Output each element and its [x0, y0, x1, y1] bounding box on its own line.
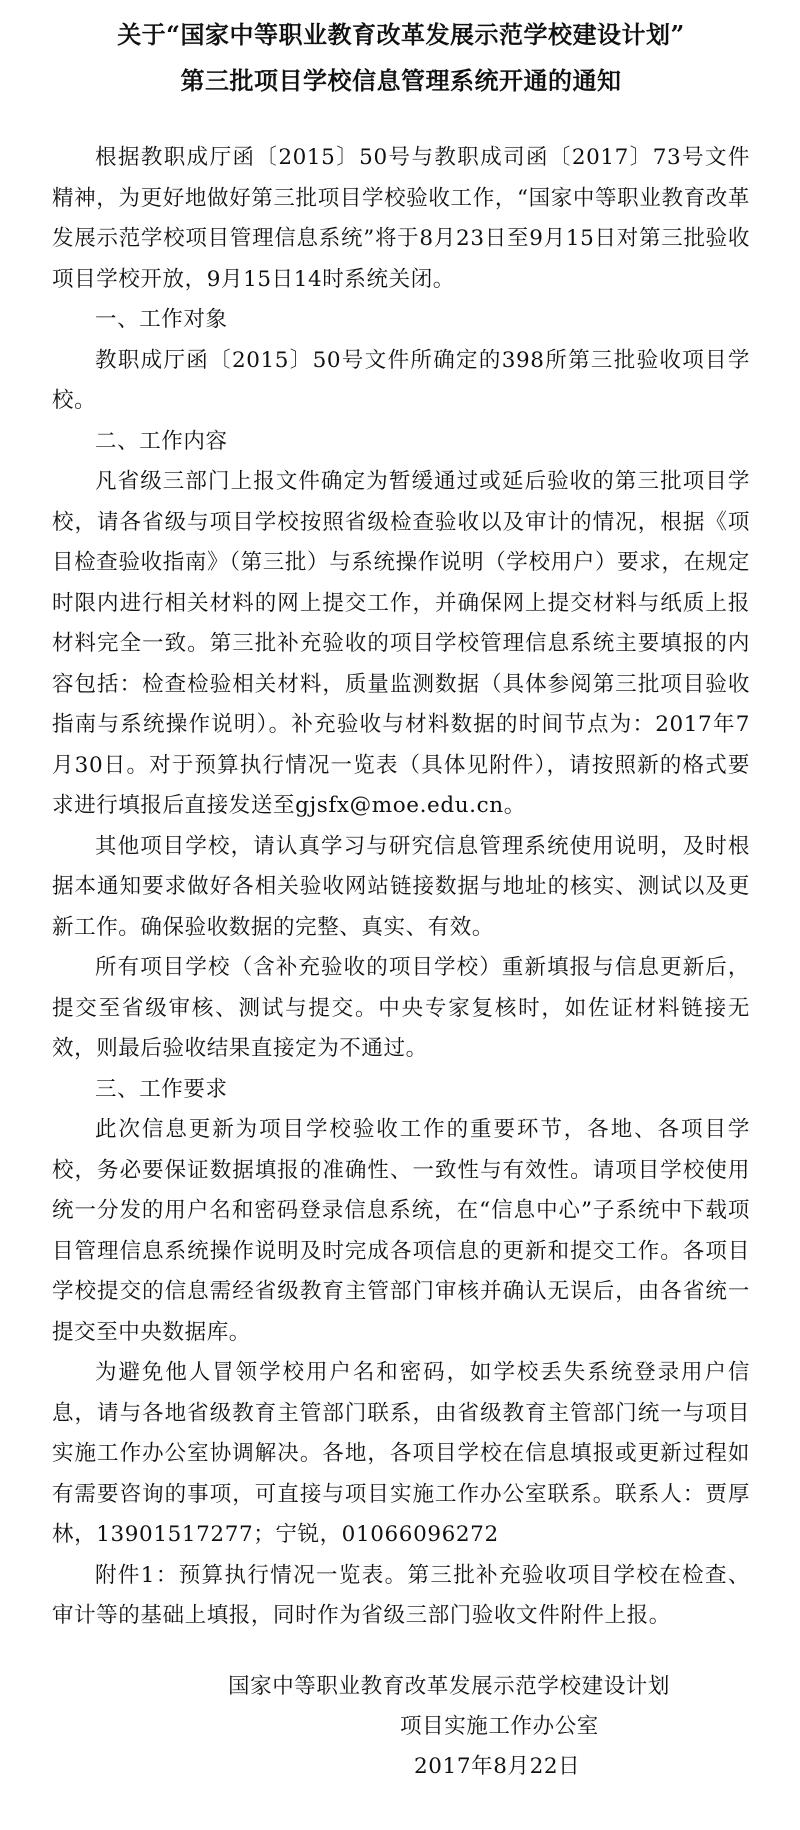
notice-title-line-1: 关于“国家中等职业教育改革发展示范学校建设计划” [117, 20, 685, 49]
notice-title-line-2: 第三批项目学校信息管理系统开通的通知 [180, 66, 622, 95]
work-content-paragraph-1: 凡省级三部门上报文件确定为暂缓通过或延后验收的第三批项目学校，请各省级与项目学校按照省级检查验收以及审计的情况，根据《项目检查验收指南》（第三批）与系统操作说明（学校用户）要求，在规定时限内进行相关材料的网上提交工作，并确保网上提交材料与纸质上报材料完全一致。第三批补充验收的项目学校管理信息系统主要填报的内容包括：检查检验相关材料，质量监测数据（具体参阅第三批项目验收指南与系统操作说明）。补充验收与材料数据的时间节点为：2017年7月30日。对于预算执行情况一览表（具体见附件），请按照新的格式要求进行填报后直接发送至gjsfx@moe.edu.cn。 [52, 469, 750, 818]
signature-office: 项目实施工作办公室 [400, 1713, 599, 1739]
work-requirements-paragraph-1: 此次信息更新为项目学校验收工作的重要环节，各地、各项目学校，务必要保证数据填报的准确性、一致性与有效性。请项目学校使用统一分发的用户名和密码登录信息系统，在“信息中心”子系统中下载项目管理信息系统操作说明及时完成各项信息的更新和提交工作。各项目学校提交的信息需经省级教育主管部门审核并确认无误后，由各省统一提交至中央数据库。 [52, 1117, 750, 1345]
work-content-paragraph-2: 其他项目学校，请认真学习与研究信息管理系统使用说明，及时根据本通知要求做好各相关验收网站链接数据与地址的核实、测试以及更新工作。确保验收数据的完整、真实、有效。 [52, 833, 750, 940]
work-requirements-paragraph-2: 为避免他人冒领学校用户名和密码，如学校丢失系统登录用户信息，请与各地省级教育主管部门联系，由省级教育主管部门统一与项目实施工作办公室协调解决。各地，各项目学校在信息填报或更新过程如有需要咨询的事项，可直接与项目实施工作办公室联系。联系人：贾厚林，13901517277；宁锐，01066096272 [52, 1360, 750, 1547]
attachment-note: 附件1：预算执行情况一览表。第三批补充验收项目学校在检查、审计等的基础上填报，同时作为省级三部门验收文件附件上报。 [52, 1562, 750, 1628]
work-content-paragraph-3: 所有项目学校（含补充验收的项目学校）重新填报与信息更新后，提交至省级审核、测试与提交。中央专家复核时，如佐证材料链接无效，则最后验收结果直接定为不通过。 [52, 955, 750, 1061]
section-heading-work-targets: 一、工作对象 [95, 307, 228, 332]
signature-date: 2017年8月22日 [414, 1753, 581, 1779]
work-targets-paragraph: 教职成厅函〔2015〕50号文件所确定的398所第三批验收项目学校。 [52, 347, 750, 413]
section-heading-work-requirements: 三、工作要求 [95, 1076, 228, 1102]
section-heading-work-content: 二、工作内容 [95, 428, 228, 454]
signature-organization: 国家中等职业教育改革发展示范学校建设计划 [228, 1673, 671, 1699]
signature-block [52, 1667, 750, 1787]
intro-paragraph: 根据教职成厅函〔2015〕50号与教职成司函〔2017〕73号文件精神，为更好地做好第三批项目学校验收工作，“国家中等职业教育改革发展示范学校项目管理信息系统”将于8月23日至9月15日对第三批验收项目学校开放，9月15日14时系统关闭。 [52, 145, 750, 292]
